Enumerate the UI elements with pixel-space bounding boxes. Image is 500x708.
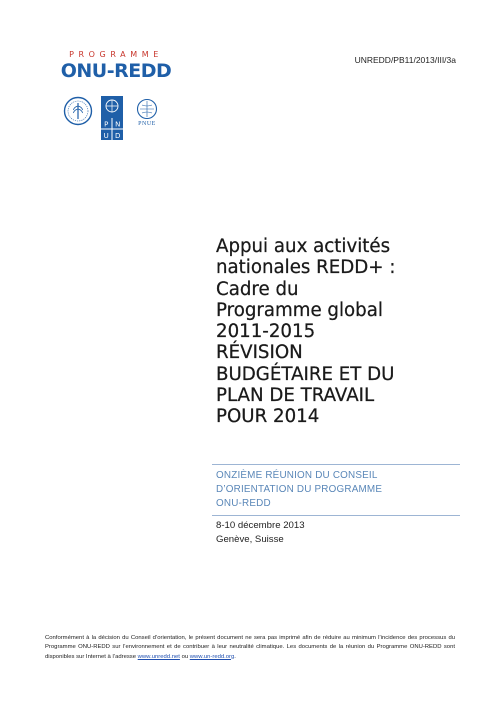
title-line: Cadre du xyxy=(216,278,299,300)
title-line: BUDGÉTAIRE ET DU xyxy=(216,363,395,385)
document-title xyxy=(216,236,466,428)
svg-text:N: N xyxy=(115,120,121,129)
subtitle-divider-top xyxy=(212,464,460,465)
unep-label: PNUE xyxy=(138,121,156,127)
title-line: POUR 2014 xyxy=(216,406,320,428)
subtitle-line: D’ORIENTATION DU PROGRAMME xyxy=(216,484,383,496)
svg-text:P: P xyxy=(104,120,109,129)
title-line: nationales REDD+ : xyxy=(216,257,396,279)
footer-note xyxy=(45,634,455,662)
un-redd-org-link[interactable]: www.un-redd.org xyxy=(189,653,235,660)
title-line: Programme global xyxy=(216,299,383,321)
meeting-subtitle xyxy=(216,469,456,512)
footer-text: Conformément à la décision du Conseil d’orientation, le présent document ne sera pas imprimé afin de réduire au minimum l’incidence des processus du Programme ONU-REDD sur l’environnement et de contribuer à leur neutralité climatique. Les documents de la réunion du Programme ONU-REDD sont disponibles sur Internet à l’adresse xyxy=(45,635,455,660)
onu-redd-logo: ONU-REDD xyxy=(60,60,172,82)
fao-emblem-icon xyxy=(63,96,93,126)
programme-label: PROGRAMME xyxy=(69,50,163,59)
subtitle-line: ONZIÈME RÉUNION DU CONSEIL xyxy=(216,470,378,481)
undp-logo-icon xyxy=(101,96,123,140)
unredd-net-link[interactable]: www.unredd.net xyxy=(137,653,180,660)
svg-text:D: D xyxy=(115,132,121,140)
svg-text:U: U xyxy=(103,132,109,140)
title-line: PLAN DE TRAVAIL xyxy=(216,385,375,407)
title-line: RÉVISION xyxy=(216,342,303,364)
footer-end: . xyxy=(234,653,236,660)
subtitle-line: ONU-REDD xyxy=(216,498,271,510)
title-line: 2011-2015 xyxy=(216,321,316,343)
subtitle-divider-bottom xyxy=(212,515,460,516)
meeting-date: 8-10 décembre 2013 xyxy=(216,520,305,531)
title-line: Appui aux activités xyxy=(216,236,391,257)
unep-logo-icon xyxy=(134,98,160,127)
footer-separator: ou xyxy=(181,653,189,660)
meeting-place: Genève, Suisse xyxy=(216,534,284,545)
document-reference: UNREDD/PB11/2013/III/3a xyxy=(354,55,456,65)
